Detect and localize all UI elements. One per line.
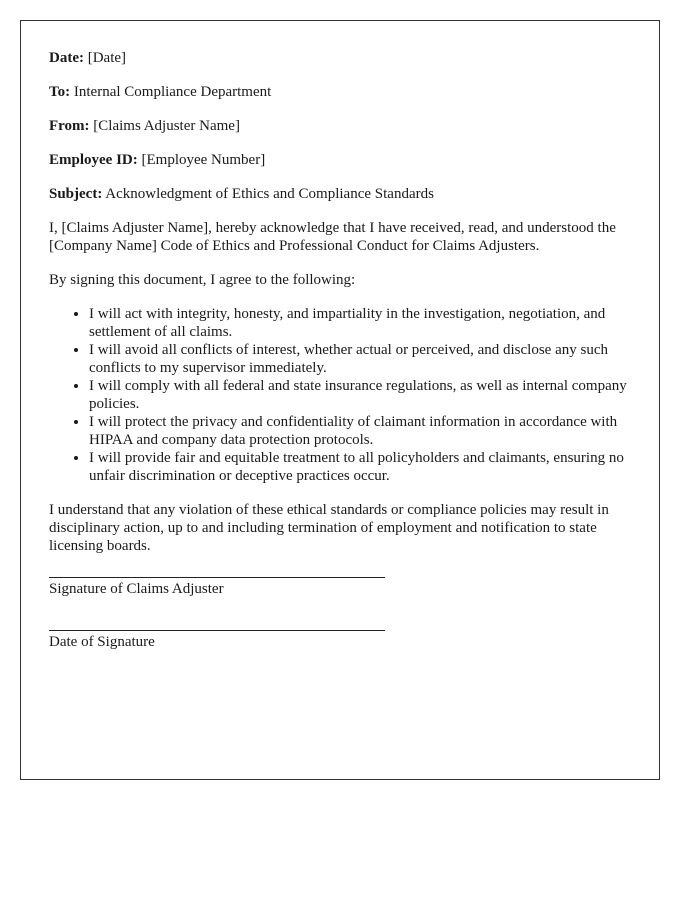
field-label: Subject: xyxy=(49,186,103,202)
document-content xyxy=(49,49,631,651)
field-label: Date: xyxy=(49,50,84,66)
field-date xyxy=(49,49,631,67)
field-value: [Claims Adjuster Name] xyxy=(93,118,240,134)
signature-label: Signature of Claims Adjuster xyxy=(49,581,224,597)
list-item: • I will comply with all federal and state insurance regulations, as well as internal company policies. xyxy=(89,377,631,413)
list-item: • I will protect the privacy and confidentiality of claimant information in accordance with HIPAA and company data protection protocols. xyxy=(89,413,631,449)
field-employee-id xyxy=(49,151,631,169)
document-page xyxy=(20,20,660,780)
field-value: [Date] xyxy=(87,50,127,66)
date-signature-label: Date of Signature xyxy=(49,634,155,650)
commitments-list xyxy=(49,305,631,485)
list-item: • I will provide fair and equitable treatment to all policyholders and claimants, ensuring no unfair discrimination or deceptive practices occur. xyxy=(89,449,631,485)
list-item: • I will avoid all conflicts of interest, whether actual or perceived, and disclose any such conflicts to my supervisor immediately. xyxy=(89,341,631,377)
field-label: Employee ID: xyxy=(49,152,138,168)
list-item: • I will act with integrity, honesty, and impartiality in the investigation, negotiation, and settlement of all claims. xyxy=(89,305,631,341)
field-value: Acknowledgment of Ethics and Compliance Standards xyxy=(105,186,434,202)
signature-block xyxy=(49,577,631,651)
field-to xyxy=(49,83,631,101)
agree-lead: By signing this document, I agree to the following: xyxy=(49,272,356,288)
field-value: Internal Compliance Department xyxy=(73,84,272,100)
date-signature-line[interactable] xyxy=(49,630,385,631)
field-label: To: xyxy=(49,84,71,100)
field-subject xyxy=(49,185,631,203)
signature-line[interactable] xyxy=(49,577,385,578)
field-label: From: xyxy=(49,118,90,134)
field-value: [Employee Number] xyxy=(141,152,266,168)
intro-paragraph: I, [Claims Adjuster Name], hereby acknowledge that I have received, read, and understood the [Company Name] Code of Ethics and Professional Conduct for Claims Adjusters. xyxy=(49,220,616,254)
closing-paragraph: I understand that any violation of these ethical standards or compliance policies may result in disciplinary action, up to and including termination of employment and notification to state licensing boards. xyxy=(49,502,609,554)
field-from xyxy=(49,117,631,135)
